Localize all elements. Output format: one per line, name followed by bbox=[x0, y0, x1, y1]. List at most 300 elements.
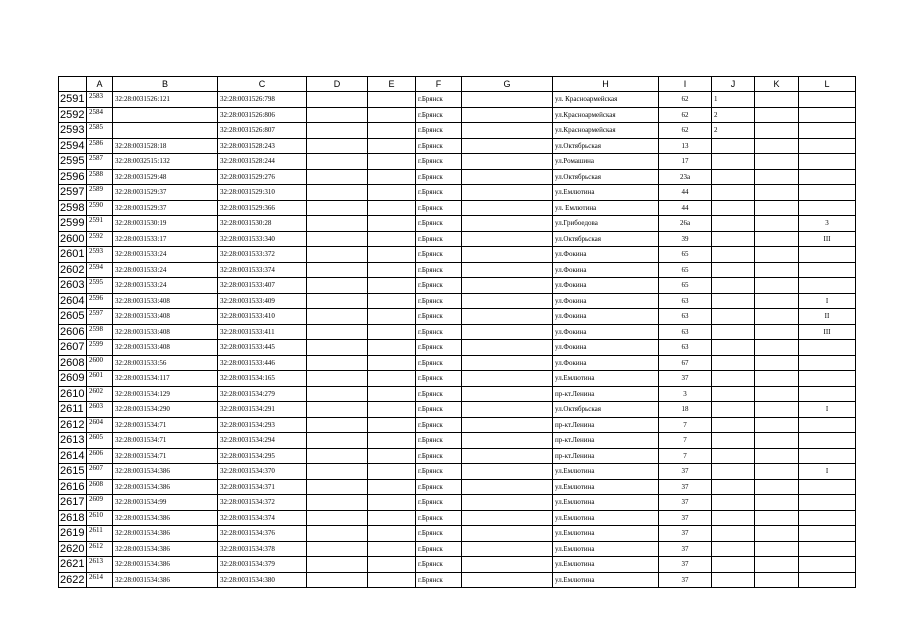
row-number: 2621 bbox=[59, 557, 87, 573]
cell-a: 2598 bbox=[87, 324, 113, 340]
cell-k bbox=[755, 216, 799, 232]
cell-a: 2590 bbox=[87, 200, 113, 216]
row-number: 2616 bbox=[59, 479, 87, 495]
cell-b: 32:28:0031529:48 bbox=[113, 169, 218, 185]
table-row bbox=[59, 433, 856, 449]
cell-b: 32:28:0031534:386 bbox=[113, 510, 218, 526]
spreadsheet-table bbox=[58, 76, 856, 588]
cell-i: 37 bbox=[659, 510, 712, 526]
cell-f: г.Брянск bbox=[416, 247, 462, 263]
cell-b: 32:28:0031530:19 bbox=[113, 216, 218, 232]
row-number: 2604 bbox=[59, 293, 87, 309]
cell-k bbox=[755, 92, 799, 108]
cell-g bbox=[462, 293, 553, 309]
cell-j bbox=[712, 541, 755, 557]
cell-i: 37 bbox=[659, 572, 712, 588]
cell-e bbox=[368, 138, 416, 154]
cell-h: пр-кт.Ленина bbox=[553, 417, 659, 433]
cell-d bbox=[307, 371, 368, 387]
cell-c: 32:28:0031534:295 bbox=[218, 448, 307, 464]
cell-a: 2614 bbox=[87, 572, 113, 588]
cell-e bbox=[368, 417, 416, 433]
cell-l bbox=[799, 479, 856, 495]
row-number: 2610 bbox=[59, 386, 87, 402]
column-header-k: K bbox=[755, 77, 799, 92]
cell-h: ул.Октябрьская bbox=[553, 169, 659, 185]
cell-g bbox=[462, 448, 553, 464]
cell-k bbox=[755, 262, 799, 278]
cell-g bbox=[462, 495, 553, 511]
cell-j bbox=[712, 479, 755, 495]
cell-l bbox=[799, 278, 856, 294]
cell-h: ул.Емлютина bbox=[553, 479, 659, 495]
cell-g bbox=[462, 138, 553, 154]
cell-e bbox=[368, 386, 416, 402]
cell-g bbox=[462, 572, 553, 588]
cell-b: 32:28:0031534:99 bbox=[113, 495, 218, 511]
row-number: 2609 bbox=[59, 371, 87, 387]
cell-d bbox=[307, 510, 368, 526]
cell-l bbox=[799, 526, 856, 542]
row-number: 2620 bbox=[59, 541, 87, 557]
cell-i: 37 bbox=[659, 371, 712, 387]
cell-c: 32:28:0031534:376 bbox=[218, 526, 307, 542]
cell-d bbox=[307, 200, 368, 216]
table-row bbox=[59, 355, 856, 371]
cell-c: 32:28:0031533:411 bbox=[218, 324, 307, 340]
cell-i: 63 bbox=[659, 324, 712, 340]
cell-j bbox=[712, 262, 755, 278]
row-number: 2596 bbox=[59, 169, 87, 185]
cell-c: 32:28:0031533:409 bbox=[218, 293, 307, 309]
table-row bbox=[59, 138, 856, 154]
cell-e bbox=[368, 526, 416, 542]
cell-j: 1 bbox=[712, 92, 755, 108]
column-header-b: B bbox=[113, 77, 218, 92]
cell-h: ул.Грибоедова bbox=[553, 216, 659, 232]
cell-f: г.Брянск bbox=[416, 309, 462, 325]
cell-d bbox=[307, 216, 368, 232]
cell-e bbox=[368, 247, 416, 263]
cell-l bbox=[799, 169, 856, 185]
table-row bbox=[59, 293, 856, 309]
cell-d bbox=[307, 355, 368, 371]
cell-c: 32:28:0031534:372 bbox=[218, 495, 307, 511]
cell-a: 2606 bbox=[87, 448, 113, 464]
cell-d bbox=[307, 169, 368, 185]
cell-c: 32:28:0031534:371 bbox=[218, 479, 307, 495]
cell-l bbox=[799, 510, 856, 526]
cell-g bbox=[462, 355, 553, 371]
table-row bbox=[59, 417, 856, 433]
cell-f: г.Брянск bbox=[416, 278, 462, 294]
column-header-h: H bbox=[553, 77, 659, 92]
cell-a: 2602 bbox=[87, 386, 113, 402]
cell-i: 44 bbox=[659, 185, 712, 201]
row-number: 2617 bbox=[59, 495, 87, 511]
cell-g bbox=[462, 200, 553, 216]
cell-b bbox=[113, 107, 218, 123]
cell-b: 32:28:0031533:408 bbox=[113, 340, 218, 356]
cell-l bbox=[799, 185, 856, 201]
cell-j bbox=[712, 185, 755, 201]
row-number: 2600 bbox=[59, 231, 87, 247]
table-row bbox=[59, 92, 856, 108]
cell-h: ул.Емлютина bbox=[553, 572, 659, 588]
cell-l bbox=[799, 557, 856, 573]
cell-f: г.Брянск bbox=[416, 355, 462, 371]
cell-g bbox=[462, 340, 553, 356]
cell-h: ул.Фокина bbox=[553, 247, 659, 263]
table-row bbox=[59, 123, 856, 139]
cell-d bbox=[307, 479, 368, 495]
cell-c: 32:28:0031534:374 bbox=[218, 510, 307, 526]
cell-b: 32:28:0031533:408 bbox=[113, 293, 218, 309]
cell-g bbox=[462, 371, 553, 387]
cell-i: 37 bbox=[659, 464, 712, 480]
cell-h: ул.Емлютина bbox=[553, 371, 659, 387]
cell-b: 32:28:0031528:18 bbox=[113, 138, 218, 154]
cell-e bbox=[368, 340, 416, 356]
cell-i: 62 bbox=[659, 123, 712, 139]
cell-b: 32:28:0031533:24 bbox=[113, 247, 218, 263]
cell-e bbox=[368, 293, 416, 309]
cell-b: 32:28:0031529:37 bbox=[113, 185, 218, 201]
cell-e bbox=[368, 510, 416, 526]
cell-j bbox=[712, 495, 755, 511]
cell-e bbox=[368, 309, 416, 325]
cell-c: 32:28:0031530:28 bbox=[218, 216, 307, 232]
cell-j bbox=[712, 448, 755, 464]
cell-d bbox=[307, 262, 368, 278]
cell-f: г.Брянск bbox=[416, 231, 462, 247]
cell-i: 7 bbox=[659, 417, 712, 433]
cell-d bbox=[307, 526, 368, 542]
cell-l bbox=[799, 371, 856, 387]
cell-i: 67 bbox=[659, 355, 712, 371]
table-row bbox=[59, 557, 856, 573]
cell-f: г.Брянск bbox=[416, 154, 462, 170]
cell-e bbox=[368, 92, 416, 108]
cell-l bbox=[799, 200, 856, 216]
cell-f: г.Брянск bbox=[416, 402, 462, 418]
cell-l bbox=[799, 138, 856, 154]
cell-a: 2611 bbox=[87, 526, 113, 542]
cell-f: г.Брянск bbox=[416, 123, 462, 139]
cell-h: ул.Емлютина bbox=[553, 541, 659, 557]
cell-l bbox=[799, 495, 856, 511]
cell-i: 26а bbox=[659, 216, 712, 232]
cell-h: ул.Фокина bbox=[553, 340, 659, 356]
cell-a: 2592 bbox=[87, 231, 113, 247]
cell-i: 63 bbox=[659, 309, 712, 325]
cell-j bbox=[712, 309, 755, 325]
cell-f: г.Брянск bbox=[416, 557, 462, 573]
cell-j bbox=[712, 464, 755, 480]
row-number: 2608 bbox=[59, 355, 87, 371]
cell-l bbox=[799, 572, 856, 588]
cell-i: 13 bbox=[659, 138, 712, 154]
cell-k bbox=[755, 138, 799, 154]
cell-k bbox=[755, 448, 799, 464]
cell-b: 32:28:0031534:71 bbox=[113, 433, 218, 449]
cell-g bbox=[462, 526, 553, 542]
cell-c: 32:28:0031533:410 bbox=[218, 309, 307, 325]
cell-h: ул.Фокина bbox=[553, 293, 659, 309]
cell-e bbox=[368, 479, 416, 495]
row-number: 2603 bbox=[59, 278, 87, 294]
cell-j bbox=[712, 402, 755, 418]
cell-k bbox=[755, 324, 799, 340]
table-row bbox=[59, 541, 856, 557]
cell-b: 32:28:0031534:117 bbox=[113, 371, 218, 387]
cell-b: 32:28:0031534:386 bbox=[113, 541, 218, 557]
cell-e bbox=[368, 200, 416, 216]
cell-h: ул.Фокина bbox=[553, 355, 659, 371]
cell-e bbox=[368, 154, 416, 170]
table-row bbox=[59, 169, 856, 185]
cell-a: 2613 bbox=[87, 557, 113, 573]
cell-g bbox=[462, 557, 553, 573]
cell-j bbox=[712, 433, 755, 449]
row-number: 2618 bbox=[59, 510, 87, 526]
cell-d bbox=[307, 386, 368, 402]
cell-e bbox=[368, 123, 416, 139]
cell-j bbox=[712, 557, 755, 573]
table-row bbox=[59, 107, 856, 123]
row-number: 2605 bbox=[59, 309, 87, 325]
cell-j bbox=[712, 386, 755, 402]
cell-a: 2595 bbox=[87, 278, 113, 294]
cell-d bbox=[307, 138, 368, 154]
cell-i: 37 bbox=[659, 541, 712, 557]
cell-h: пр-кт.Ленина bbox=[553, 448, 659, 464]
cell-h: ул.Емлютина bbox=[553, 464, 659, 480]
cell-d bbox=[307, 541, 368, 557]
cell-f: г.Брянск bbox=[416, 340, 462, 356]
cell-b: 32:28:0031533:56 bbox=[113, 355, 218, 371]
column-header-c: C bbox=[218, 77, 307, 92]
column-header-row bbox=[59, 77, 856, 92]
cell-h: пр-кт.Ленина bbox=[553, 433, 659, 449]
cell-c: 32:28:0031533:445 bbox=[218, 340, 307, 356]
column-header-corner bbox=[59, 77, 87, 92]
cell-g bbox=[462, 154, 553, 170]
cell-g bbox=[462, 433, 553, 449]
cell-c: 32:28:0031526:806 bbox=[218, 107, 307, 123]
cell-k bbox=[755, 169, 799, 185]
cell-b: 32:28:0031533:17 bbox=[113, 231, 218, 247]
cell-f: г.Брянск bbox=[416, 479, 462, 495]
cell-h: ул.Красноармейская bbox=[553, 107, 659, 123]
cell-k bbox=[755, 123, 799, 139]
cell-f: г.Брянск bbox=[416, 371, 462, 387]
cell-a: 2610 bbox=[87, 510, 113, 526]
cell-i: 23а bbox=[659, 169, 712, 185]
column-header-f: F bbox=[416, 77, 462, 92]
cell-d bbox=[307, 557, 368, 573]
cell-f: г.Брянск bbox=[416, 138, 462, 154]
table-row bbox=[59, 386, 856, 402]
cell-a: 2589 bbox=[87, 185, 113, 201]
cell-h: ул.Фокина bbox=[553, 278, 659, 294]
cell-i: 37 bbox=[659, 526, 712, 542]
cell-b: 32:28:0031534:386 bbox=[113, 479, 218, 495]
cell-a: 2596 bbox=[87, 293, 113, 309]
column-header-g: G bbox=[462, 77, 553, 92]
cell-i: 62 bbox=[659, 92, 712, 108]
cell-l bbox=[799, 123, 856, 139]
cell-l: II bbox=[799, 309, 856, 325]
cell-a: 2608 bbox=[87, 479, 113, 495]
cell-c: 32:28:0031526:807 bbox=[218, 123, 307, 139]
cell-k bbox=[755, 402, 799, 418]
cell-b: 32:28:0031533:24 bbox=[113, 262, 218, 278]
cell-a: 2583 bbox=[87, 92, 113, 108]
row-number: 2622 bbox=[59, 572, 87, 588]
cell-f: г.Брянск bbox=[416, 510, 462, 526]
cell-h: ул. Красноармейская bbox=[553, 92, 659, 108]
row-number: 2594 bbox=[59, 138, 87, 154]
cell-b: 32:28:0031534:386 bbox=[113, 464, 218, 480]
cell-i: 39 bbox=[659, 231, 712, 247]
cell-a: 2588 bbox=[87, 169, 113, 185]
cell-e bbox=[368, 107, 416, 123]
cell-g bbox=[462, 309, 553, 325]
cell-l: 3 bbox=[799, 216, 856, 232]
cell-f: г.Брянск bbox=[416, 185, 462, 201]
table-row bbox=[59, 371, 856, 387]
cell-i: 7 bbox=[659, 433, 712, 449]
cell-e bbox=[368, 402, 416, 418]
cell-i: 18 bbox=[659, 402, 712, 418]
row-number: 2612 bbox=[59, 417, 87, 433]
cell-a: 2609 bbox=[87, 495, 113, 511]
cell-f: г.Брянск bbox=[416, 92, 462, 108]
cell-k bbox=[755, 526, 799, 542]
cell-c: 32:28:0031533:446 bbox=[218, 355, 307, 371]
cell-c: 32:28:0031529:366 bbox=[218, 200, 307, 216]
cell-k bbox=[755, 340, 799, 356]
cell-i: 65 bbox=[659, 247, 712, 263]
cell-h: ул.Фокина bbox=[553, 262, 659, 278]
cell-i: 7 bbox=[659, 448, 712, 464]
cell-j: 2 bbox=[712, 123, 755, 139]
cell-e bbox=[368, 371, 416, 387]
cell-j bbox=[712, 138, 755, 154]
cell-b: 32:28:0031534:129 bbox=[113, 386, 218, 402]
cell-g bbox=[462, 247, 553, 263]
row-number: 2598 bbox=[59, 200, 87, 216]
row-number: 2592 bbox=[59, 107, 87, 123]
cell-l: III bbox=[799, 324, 856, 340]
cell-g bbox=[462, 386, 553, 402]
cell-k bbox=[755, 107, 799, 123]
cell-g bbox=[462, 231, 553, 247]
table-row bbox=[59, 495, 856, 511]
cell-f: г.Брянск bbox=[416, 169, 462, 185]
row-number: 2607 bbox=[59, 340, 87, 356]
cell-l bbox=[799, 386, 856, 402]
cell-f: г.Брянск bbox=[416, 526, 462, 542]
cell-i: 37 bbox=[659, 557, 712, 573]
table-row bbox=[59, 510, 856, 526]
cell-f: г.Брянск bbox=[416, 495, 462, 511]
cell-j bbox=[712, 216, 755, 232]
cell-e bbox=[368, 324, 416, 340]
table-row bbox=[59, 200, 856, 216]
cell-e bbox=[368, 355, 416, 371]
cell-k bbox=[755, 247, 799, 263]
cell-j bbox=[712, 371, 755, 387]
table-body bbox=[59, 92, 856, 588]
cell-b: 32:28:0031533:408 bbox=[113, 309, 218, 325]
row-number: 2615 bbox=[59, 464, 87, 480]
table-row bbox=[59, 340, 856, 356]
cell-d bbox=[307, 92, 368, 108]
cell-l bbox=[799, 541, 856, 557]
cell-b bbox=[113, 123, 218, 139]
cell-a: 2607 bbox=[87, 464, 113, 480]
cell-j bbox=[712, 324, 755, 340]
cell-c: 32:28:0031534:293 bbox=[218, 417, 307, 433]
table-row bbox=[59, 464, 856, 480]
cell-e bbox=[368, 557, 416, 573]
cell-a: 2587 bbox=[87, 154, 113, 170]
cell-h: ул. Емлютина bbox=[553, 200, 659, 216]
cell-j bbox=[712, 572, 755, 588]
cell-g bbox=[462, 479, 553, 495]
cell-b: 32:28:0031534:386 bbox=[113, 557, 218, 573]
table-row bbox=[59, 278, 856, 294]
cell-h: ул.Фокина bbox=[553, 324, 659, 340]
table-row bbox=[59, 231, 856, 247]
cell-j bbox=[712, 231, 755, 247]
cell-a: 2603 bbox=[87, 402, 113, 418]
row-number: 2611 bbox=[59, 402, 87, 418]
table-row bbox=[59, 572, 856, 588]
row-number: 2591 bbox=[59, 92, 87, 108]
cell-l bbox=[799, 433, 856, 449]
cell-i: 17 bbox=[659, 154, 712, 170]
cell-g bbox=[462, 107, 553, 123]
cell-g bbox=[462, 185, 553, 201]
cell-j bbox=[712, 200, 755, 216]
cell-b: 32:28:0031533:24 bbox=[113, 278, 218, 294]
cell-e bbox=[368, 262, 416, 278]
cell-e bbox=[368, 231, 416, 247]
cell-a: 2601 bbox=[87, 371, 113, 387]
cell-j bbox=[712, 293, 755, 309]
cell-k bbox=[755, 154, 799, 170]
cell-c: 32:28:0031529:310 bbox=[218, 185, 307, 201]
cell-f: г.Брянск bbox=[416, 541, 462, 557]
cell-c: 32:28:0031534:279 bbox=[218, 386, 307, 402]
cell-l: I bbox=[799, 293, 856, 309]
cell-b: 32:28:0031526:121 bbox=[113, 92, 218, 108]
cell-a: 2591 bbox=[87, 216, 113, 232]
row-number: 2613 bbox=[59, 433, 87, 449]
cell-c: 32:28:0031534:379 bbox=[218, 557, 307, 573]
cell-d bbox=[307, 340, 368, 356]
cell-d bbox=[307, 293, 368, 309]
cell-d bbox=[307, 572, 368, 588]
cell-g bbox=[462, 92, 553, 108]
cell-b: 32:28:0031533:408 bbox=[113, 324, 218, 340]
cell-l: I bbox=[799, 464, 856, 480]
cell-i: 3 bbox=[659, 386, 712, 402]
cell-f: г.Брянск bbox=[416, 324, 462, 340]
